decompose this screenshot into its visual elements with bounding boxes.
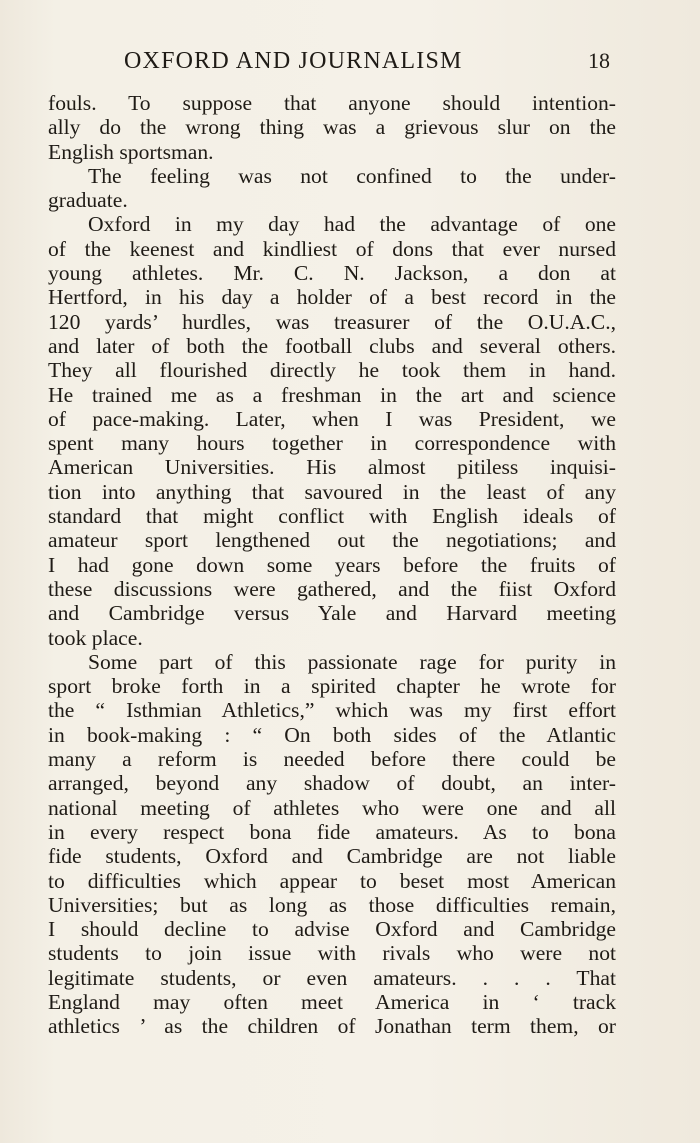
text-line: fouls. To suppose that anyone should intention- — [48, 91, 616, 115]
text-line: England may often meet America in ‘ track — [48, 989, 616, 1014]
text-line: tion into anything that savoured in the least of any — [48, 479, 616, 504]
text-line: many a reform is needed before there could be — [48, 747, 616, 772]
text-line: national meeting of athletes who were one and all — [48, 795, 616, 820]
text-line: athletics ’ as the children of Jonathan term them, or — [48, 1014, 616, 1039]
page-number: 18 — [588, 48, 610, 73]
text-line: and Cambridge versus Yale and Harvard meeting — [48, 601, 616, 626]
text-line: of pace-making. Later, when I was President, we — [48, 406, 616, 431]
text-line: legitimate students, or even amateurs. . . . That — [48, 965, 616, 990]
text-line: in every respect bona fide amateurs. As to bona — [48, 819, 616, 844]
text-line: the “ Isthmian Athletics,” which was my first effort — [48, 698, 616, 723]
text-line: Hertford, in his day a holder of a best record in the — [48, 285, 616, 310]
body-text — [48, 91, 616, 1039]
text-line: sport broke forth in a spirited chapter he wrote for — [48, 674, 616, 699]
text-line: 120 yards’ hurdles, was treasurer of the O.U.A.C., — [48, 309, 616, 334]
text-line: Some part of this passionate rage for purity in — [88, 649, 616, 674]
text-line: to difficulties which appear to beset most American — [48, 868, 616, 893]
text-line: Oxford in my day had the advantage of one — [88, 212, 616, 237]
text-line: American Universities. His almost pitiless inquisi- — [48, 455, 616, 480]
text-line: took place. — [48, 625, 143, 650]
text-line: He trained me as a freshman in the art and science — [48, 382, 616, 407]
page-header — [0, 48, 700, 78]
text-line: I had gone down some years before the fruits of — [48, 552, 616, 577]
text-line: Universities; but as long as those difficulties remain, — [48, 892, 616, 917]
running-head: OXFORD AND JOURNALISM — [124, 48, 463, 74]
text-line: arranged, beyond any shadow of doubt, an inter- — [48, 771, 616, 796]
text-line: They all flourished directly he took them in hand. — [48, 358, 616, 383]
text-line: and later of both the football clubs and several others. — [48, 333, 616, 358]
text-line: young athletes. Mr. C. N. Jackson, a don at — [48, 261, 616, 286]
text-line: English sportsman. — [48, 139, 214, 164]
text-line: of the keenest and kindliest of dons that ever nursed — [48, 236, 616, 261]
text-line: standard that might conflict with English ideals of — [48, 504, 616, 529]
text-line: in book-making : “ On both sides of the Atlantic — [48, 722, 616, 747]
text-line: fide students, Oxford and Cambridge are not liable — [48, 844, 616, 869]
text-line: spent many hours together in correspondence with — [48, 431, 616, 456]
text-line: these discussions were gathered, and the fiist Oxford — [48, 576, 616, 601]
text-line: I should decline to advise Oxford and Cambridge — [48, 917, 616, 942]
text-line: ally do the wrong thing was a grievous slur on the — [48, 115, 616, 140]
text-line: students to join issue with rivals who were not — [48, 941, 616, 966]
text-line: The feeling was not confined to the under- — [88, 163, 616, 188]
text-line: graduate. — [48, 188, 128, 213]
text-line: amateur sport lengthened out the negotiations; and — [48, 528, 616, 553]
